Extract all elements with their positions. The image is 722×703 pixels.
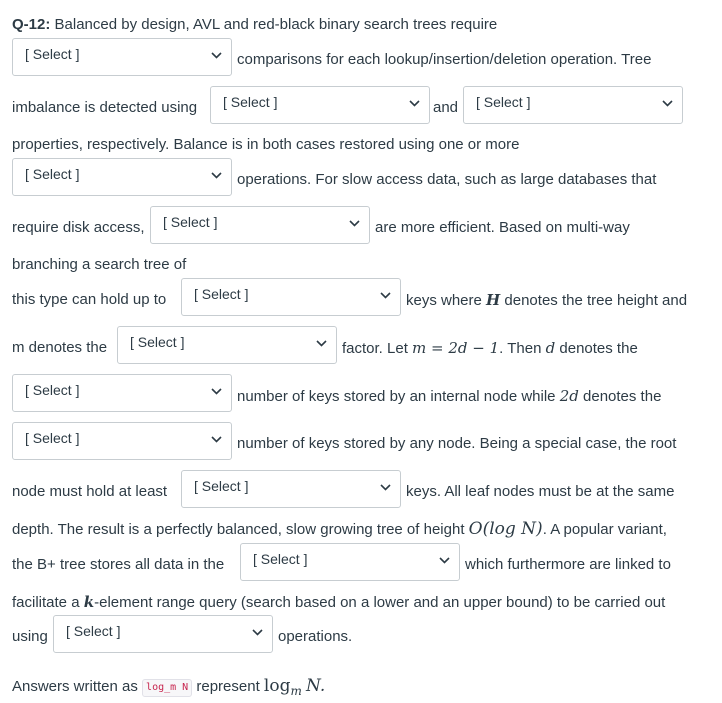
- question-text: facilitate a k-element range query (search based on a lower and an upper bound) to be carried out: [12, 593, 666, 611]
- answer-dropdown-9[interactable]: [ Select ]: [12, 422, 232, 460]
- question-text: operations.: [278, 628, 353, 645]
- chevron-down-icon: [211, 436, 222, 443]
- math-2d: 2d: [559, 387, 579, 405]
- chevron-down-icon: [380, 484, 391, 491]
- question-text: keys where H denotes the tree height and: [406, 291, 688, 309]
- math-h: H: [486, 291, 501, 309]
- answer-dropdown-5[interactable]: [ Select ]: [150, 206, 370, 244]
- question-text: properties, respectively. Balance is in both cases restored using one or more: [12, 136, 520, 153]
- math-log: log: [263, 676, 291, 696]
- math-m-equation: m = 2d − 1: [412, 339, 500, 357]
- question-text: and: [433, 99, 459, 116]
- question-text: which furthermore are linked to: [465, 556, 671, 573]
- answer-dropdown-11[interactable]: [ Select ]: [240, 543, 460, 581]
- question-text: Q-12: Balanced by design, AVL and red-black binary search trees require: [12, 16, 498, 33]
- math-d: d: [545, 339, 556, 357]
- question-text: require disk access,: [12, 219, 145, 236]
- question-number: Q-12:: [12, 16, 51, 33]
- answer-dropdown-4[interactable]: [ Select ]: [12, 158, 232, 196]
- answer-dropdown-6[interactable]: [ Select ]: [181, 278, 401, 316]
- question-text: are more efficient. Based on multi-way: [375, 219, 630, 236]
- question-text: node must hold at least: [12, 483, 168, 500]
- question-text: comparisons for each lookup/insertion/deletion operation. Tree: [237, 51, 652, 68]
- question-text: m denotes the: [12, 339, 108, 356]
- question-text: branching a search tree of: [12, 256, 187, 273]
- chevron-down-icon: [439, 557, 450, 564]
- answer-format-note: Answers written as log_m N represent $\log_m N$.: [12, 676, 326, 698]
- question-text: using: [12, 628, 48, 645]
- question-text: depth. The result is a perfectly balanced, slow growing tree of height O(log N). A popular variant,: [12, 519, 667, 539]
- math-k: k: [83, 593, 95, 611]
- question-text: number of keys stored by an internal node while 2d denotes the: [237, 387, 662, 405]
- answer-dropdown-7[interactable]: [ Select ]: [117, 326, 337, 364]
- math-n: N.: [306, 676, 326, 696]
- question-text: the B+ tree stores all data in the: [12, 556, 225, 573]
- question-text: imbalance is detected using: [12, 99, 198, 116]
- question-text: factor. Let m = 2d − 1. Then d denotes the: [342, 339, 638, 357]
- question-text: keys. All leaf nodes must be at the same: [406, 483, 675, 500]
- question-text: this type can hold up to: [12, 291, 167, 308]
- chevron-down-icon: [409, 100, 420, 107]
- question-text: number of keys stored by any node. Being a special case, the root: [237, 435, 677, 452]
- chevron-down-icon: [349, 220, 360, 227]
- answer-dropdown-10[interactable]: [ Select ]: [181, 470, 401, 508]
- answer-dropdown-3[interactable]: [ Select ]: [463, 86, 683, 124]
- chevron-down-icon: [211, 388, 222, 395]
- chevron-down-icon: [211, 52, 222, 59]
- question-text: operations. For slow access data, such as large databases that: [237, 171, 657, 188]
- math-big-o: O(log N): [468, 519, 543, 539]
- chevron-down-icon: [252, 629, 263, 636]
- answer-dropdown-2[interactable]: [ Select ]: [210, 86, 430, 124]
- math-log-base: m: [290, 684, 302, 698]
- answer-dropdown-12[interactable]: [ Select ]: [53, 615, 273, 653]
- answer-dropdown-8[interactable]: [ Select ]: [12, 374, 232, 412]
- code-snippet: log_m N: [142, 679, 192, 697]
- chevron-down-icon: [211, 172, 222, 179]
- chevron-down-icon: [380, 292, 391, 299]
- answer-dropdown-1[interactable]: [ Select ]: [12, 38, 232, 76]
- chevron-down-icon: [316, 340, 327, 347]
- chevron-down-icon: [662, 100, 673, 107]
